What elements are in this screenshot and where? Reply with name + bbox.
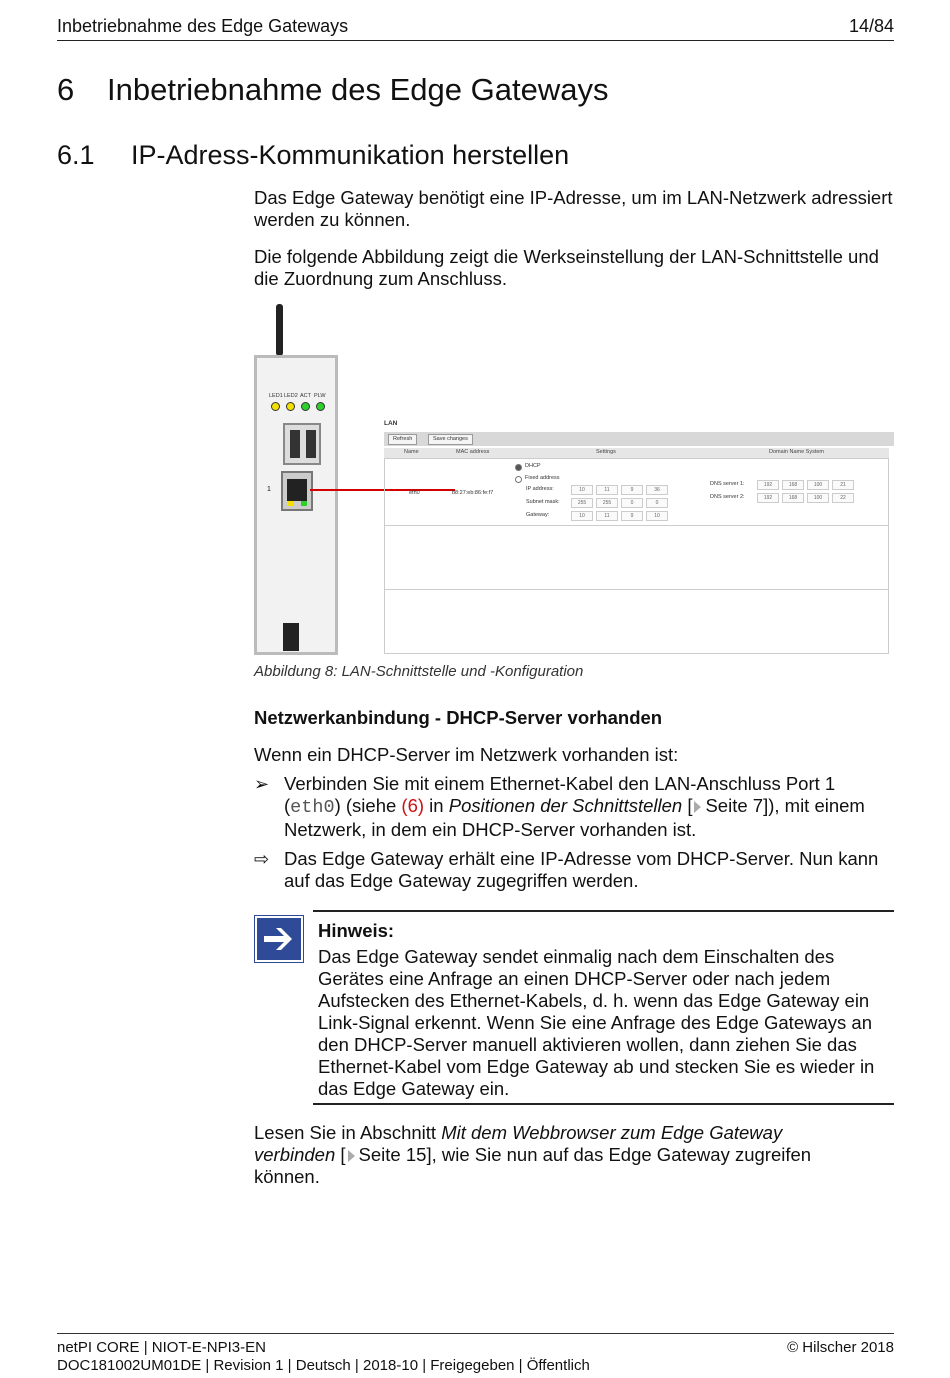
dns-label: DNS server 2: bbox=[710, 494, 745, 500]
column-header: MAC address bbox=[456, 449, 490, 455]
port-label: 1 bbox=[267, 486, 271, 493]
page-number: 14/84 bbox=[848, 16, 894, 36]
led-label: LED2 bbox=[284, 393, 298, 399]
dns1-octet-input[interactable]: 168 bbox=[782, 480, 804, 490]
lan-configuration-screenshot bbox=[384, 420, 894, 655]
subnet-octet-input[interactable]: 255 bbox=[596, 498, 618, 508]
step-text: Verbinden Sie mit einem Ethernet-Kabel den LAN-Anschluss Port 1 ( bbox=[284, 773, 836, 816]
option-label: Fixed address bbox=[525, 475, 560, 481]
page-link[interactable]: Seite 7 bbox=[705, 795, 764, 816]
step-text: in bbox=[424, 795, 449, 816]
header-title: Inbetriebnahme des Edge Gateways bbox=[57, 16, 349, 36]
save-changes-button[interactable]: Save changes bbox=[428, 434, 473, 445]
ip-octet-input[interactable]: 11 bbox=[596, 485, 618, 495]
field-label: Subnet mask: bbox=[526, 499, 560, 505]
footer-product: netPI CORE | NIOT-E-NPI3-EN bbox=[57, 1339, 266, 1356]
chapter-title: Inbetriebnahme des Edge Gateways bbox=[107, 72, 609, 107]
led-indicator bbox=[286, 402, 295, 411]
mac-address: b8:27:eb:86:fe:f7 bbox=[452, 490, 494, 496]
closing-text: Lesen Sie in Abschnitt bbox=[254, 1122, 442, 1143]
subnet-octet-input[interactable]: 255 bbox=[571, 498, 593, 508]
led-indicator bbox=[271, 402, 280, 411]
dns-label: DNS server 1: bbox=[710, 481, 745, 487]
ip-octet-input[interactable]: 9 bbox=[621, 485, 643, 495]
subheading: Netzwerkanbindung - DHCP-Server vorhanden bbox=[254, 707, 663, 728]
footer-copyright: © Hilscher 2018 bbox=[787, 1339, 894, 1356]
power-connector-graphic bbox=[283, 623, 299, 651]
hint-bottom-rule bbox=[313, 1103, 894, 1105]
column-header: Name bbox=[404, 449, 419, 455]
usb-port-graphic bbox=[283, 423, 321, 465]
led-indicator bbox=[316, 402, 325, 411]
column-header: Settings bbox=[596, 449, 616, 455]
cross-reference-link[interactable]: Mit dem Webbrowser zum Edge Gateway verbinden bbox=[254, 1122, 783, 1165]
step-arrow-icon: ➢ bbox=[254, 774, 270, 794]
closing-text: ], wie Sie nun auf das Edge Gateway zugreifen können. bbox=[254, 1144, 812, 1187]
footer-rule bbox=[57, 1333, 894, 1334]
instruction-step bbox=[254, 773, 894, 841]
ip-octet-input[interactable]: 10 bbox=[571, 485, 593, 495]
chapter-number: 6 bbox=[57, 72, 75, 107]
lan-toolbar bbox=[384, 432, 894, 446]
chapter-heading bbox=[57, 72, 608, 108]
gateway-octet-input[interactable]: 9 bbox=[621, 511, 643, 521]
page-arrow-icon bbox=[348, 1150, 355, 1162]
device-graphic bbox=[254, 355, 338, 655]
gateway-octet-input[interactable]: 10 bbox=[571, 511, 593, 521]
condition-text: Wenn ein DHCP-Server im Netzwerk vorhanden ist: bbox=[254, 744, 679, 765]
intro-paragraph-1: Das Edge Gateway benötigt eine IP-Adresse, um im LAN-Netzwerk adressiert werden zu können. bbox=[254, 187, 893, 230]
fixed-address-radio[interactable] bbox=[515, 476, 522, 483]
hint-title: Hinweis: bbox=[318, 920, 395, 941]
subnet-octet-input[interactable]: 0 bbox=[646, 498, 668, 508]
result-arrow-icon: ⇨ bbox=[254, 849, 270, 869]
gateway-octet-input[interactable]: 10 bbox=[646, 511, 668, 521]
cross-reference-link[interactable]: Positionen der Schnittstellen bbox=[448, 795, 683, 816]
hint-top-rule bbox=[313, 910, 894, 912]
section-number: 6.1 bbox=[57, 140, 95, 170]
result-step bbox=[254, 848, 894, 892]
code-text: eth0 bbox=[290, 797, 335, 818]
lan-title: LAN bbox=[384, 420, 398, 427]
footer-document-info: DOC181002UM01DE | Revision 1 | Deutsch | 2018-10 | Freigegeben | Öffentlich bbox=[57, 1357, 590, 1374]
antenna-graphic bbox=[276, 304, 283, 356]
lan-table-header bbox=[384, 448, 889, 458]
led-label: PLW bbox=[314, 393, 326, 399]
led-label: ACT bbox=[300, 393, 311, 399]
ip-octet-input[interactable]: 36 bbox=[646, 485, 668, 495]
dns2-octet-input[interactable]: 192 bbox=[757, 493, 779, 503]
step-text: ) (siehe bbox=[334, 795, 402, 816]
table-divider bbox=[385, 589, 888, 590]
led-label: LED1 bbox=[269, 393, 283, 399]
step-text: [ bbox=[682, 795, 693, 816]
section-heading bbox=[57, 140, 569, 171]
closing-paragraph bbox=[254, 1122, 814, 1188]
hint-text: Das Edge Gateway sendet einmalig nach dem Einschalten des Gerätes eine Anfrage an einen DHCP-Server oder nach jedem Aufstecken des Ethernet-Kabels, d. h. wenn das Edge Gateway ein Link-Signal erkennt. Wenn Sie eine Anfrage des Edge Gateways an den DHCP-Server manuell aktivieren wollen, dann ziehen Sie das Ethernet-Kabel vom Edge Gateway ab und stecken Sie es wieder in das Edge Gateway ein. bbox=[318, 946, 875, 1099]
page-header bbox=[57, 16, 894, 41]
subnet-octet-input[interactable]: 0 bbox=[621, 498, 643, 508]
reference-link[interactable]: (6) bbox=[401, 795, 425, 816]
dns1-octet-input[interactable]: 21 bbox=[832, 480, 854, 490]
gateway-octet-input[interactable]: 11 bbox=[596, 511, 618, 521]
dns2-octet-input[interactable]: 22 bbox=[832, 493, 854, 503]
dhcp-radio[interactable] bbox=[515, 464, 522, 471]
intro-paragraph-2: Die folgende Abbildung zeigt die Werkseinstellung der LAN-Schnittstelle und die Zuordnung zum Anschluss. bbox=[254, 246, 879, 289]
led-indicator bbox=[301, 402, 310, 411]
interface-name: eth0 bbox=[409, 490, 420, 496]
table-divider bbox=[385, 525, 888, 526]
step-text: ]), mit einem Netzwerk, in dem ein DHCP-Server vorhanden ist. bbox=[284, 795, 865, 840]
column-header: Domain Name System bbox=[769, 449, 825, 455]
dns1-octet-input[interactable]: 192 bbox=[757, 480, 779, 490]
figure-caption: Abbildung 8: LAN-Schnittstelle und -Konfiguration bbox=[254, 663, 584, 680]
option-label: DHCP bbox=[525, 463, 541, 469]
field-label: IP address: bbox=[526, 486, 554, 492]
field-label: Gateway: bbox=[526, 512, 550, 518]
result-text: Das Edge Gateway erhält eine IP-Adresse vom DHCP-Server. Nun kann auf das Edge Gateway zugegriffen werden. bbox=[284, 848, 879, 891]
refresh-button[interactable]: Refresh bbox=[388, 434, 417, 445]
dns2-octet-input[interactable]: 168 bbox=[782, 493, 804, 503]
lan-table-body bbox=[384, 458, 889, 654]
ethernet-port-graphic bbox=[281, 471, 313, 511]
dns2-octet-input[interactable]: 100 bbox=[807, 493, 829, 503]
section-title: IP-Adress-Kommunikation herstellen bbox=[131, 140, 570, 170]
page-link[interactable]: Seite 15 bbox=[358, 1144, 427, 1165]
arrow-right-icon bbox=[254, 915, 304, 963]
dns1-octet-input[interactable]: 100 bbox=[807, 480, 829, 490]
closing-text: [ bbox=[335, 1144, 346, 1165]
page-arrow-icon bbox=[694, 801, 701, 813]
